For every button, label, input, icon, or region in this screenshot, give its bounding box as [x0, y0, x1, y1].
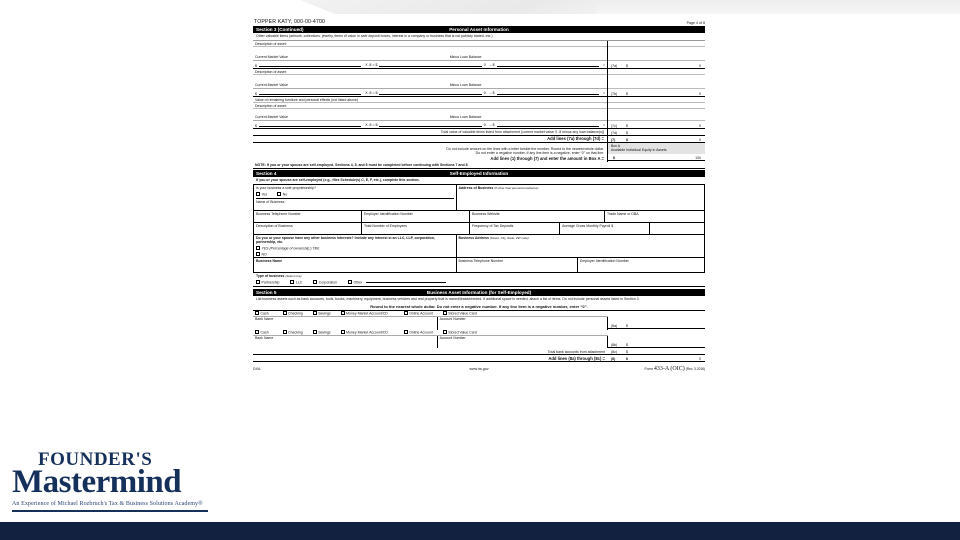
- label-yes-title: ) Title:: [310, 246, 321, 251]
- asset2-product-input[interactable]: [379, 94, 481, 95]
- section4-title: Self-Employed Information: [449, 170, 509, 176]
- label-cash-1: Cash: [260, 311, 269, 316]
- bank-name-label-1: Bank Name: [255, 317, 274, 322]
- business-name-label: Business Name: [256, 259, 283, 264]
- section3-amount-column: [608, 41, 705, 162]
- checkbox-mmcd-2[interactable]: [341, 330, 345, 334]
- asset3-product-value: 0: [483, 123, 486, 128]
- asset3-equals: =: [602, 123, 605, 128]
- section4-intro: If you or your spouse are self-employed (e.g., files Schedule(s) C, E, F, etc.), complete this section.: [253, 177, 705, 185]
- label-yes: Yes: [261, 192, 268, 197]
- total-bank-attachment-row: [253, 348, 608, 355]
- logo-tagline: An Experience of Michael Rozbruch's Tax & Business Solutions Academy®: [12, 501, 203, 507]
- instruction-line-1: Do not include amount on the lines with a letter beside the number. Round to the nearest whole dollar.: [446, 146, 604, 151]
- business-phone2-label: Business Telephone Number: [458, 259, 504, 264]
- founders-mastermind-logo: [12, 450, 208, 512]
- asset3-cmv-dollar: $: [255, 123, 257, 128]
- website-label: Business Website: [472, 212, 500, 217]
- line-7-total-row[interactable]: [608, 136, 705, 143]
- asset3-cmv-label: Current Market Value: [255, 115, 289, 120]
- line-7-dollar: $: [626, 137, 628, 142]
- line-8c-dollar: $: [626, 349, 628, 354]
- acct2-types[interactable]: [253, 330, 608, 335]
- section3-header-bar: [253, 26, 705, 33]
- address-of-business-hint: (if other than personal residence): [494, 185, 539, 190]
- description-of-business-cell[interactable]: [254, 223, 362, 234]
- section4-number: Section 4: [256, 170, 277, 176]
- business-phone-label: Business Telephone Number: [256, 212, 301, 217]
- instruction-line-2: Do not enter a negative number. If any line item is a negative, enter “0” on that line.: [475, 151, 604, 156]
- footer-form-number: 433-A (OIC): [653, 366, 685, 373]
- asset3-mlb-label: Minus Loan Balance: [449, 115, 482, 120]
- line-7-tag: (7): [611, 137, 616, 142]
- line-7b-dollar: $: [626, 91, 628, 96]
- box-a-label: Box A: [611, 143, 621, 148]
- line-8c-tag: (8c): [611, 349, 618, 354]
- sole-prop-question: Is your business a sole proprietorship?: [256, 185, 316, 190]
- business-detail-row: [254, 223, 704, 235]
- business-phone-cell[interactable]: [254, 211, 362, 222]
- section3-number: Section 3 (Continued): [256, 27, 304, 32]
- checkbox-savings-2[interactable]: [313, 330, 317, 334]
- footer-form-rev: (Rev. 3-2018): [685, 367, 705, 372]
- line-8b-tag: (8b): [611, 342, 618, 347]
- label-svc-2: Stored Value Card: [448, 330, 477, 335]
- section5-amount-column-1: [608, 311, 705, 330]
- other-interests-no[interactable]: [256, 252, 454, 257]
- footer-form-info: [556, 366, 705, 372]
- section5-bank-block-2: [253, 330, 705, 363]
- sole-prop-row: [254, 185, 704, 212]
- checkbox-other-interests-yes[interactable]: [256, 246, 260, 250]
- section5-round-note: Round to the nearest whole dollar. Do not enter a negative number. If any line item is a negative number, enter “0”.: [253, 303, 705, 311]
- business-address-hint: (Street, City, State, ZIP code): [489, 236, 529, 241]
- asset1-mlb-label: Minus Loan Balance: [449, 55, 482, 60]
- trade-name-cell[interactable]: [605, 211, 704, 222]
- address-of-business-label: Address of Business: [458, 185, 494, 190]
- avg-payroll-cell[interactable]: [560, 223, 650, 234]
- logo-underline-rule: [12, 510, 208, 512]
- section5-bank-block: [253, 311, 705, 330]
- checkbox-llc[interactable]: [290, 280, 294, 284]
- footer-catalog: DXA: [253, 367, 261, 372]
- box-a-dollar: $: [613, 155, 615, 160]
- box-a-container: [608, 143, 705, 154]
- furniture-note: Value of remaining furniture and personal effects (not listed above): [253, 97, 607, 103]
- other-interests-cell: [254, 235, 457, 257]
- label-checking-2: Checking: [288, 330, 303, 335]
- label-no: No: [282, 192, 288, 197]
- other-interests-row: [254, 235, 704, 258]
- business-name-cell[interactable]: [254, 258, 457, 272]
- add-lines-8-label: Add lines (8a) through (8c) =: [548, 355, 605, 361]
- document-footer: [253, 366, 705, 372]
- total-employees-cell[interactable]: [362, 223, 470, 234]
- frequency-tax-deposits-label: Frequency of Tax Deposits: [472, 224, 514, 229]
- asset2-minus: – $: [489, 91, 495, 96]
- asset1-entry-row[interactable]: [253, 61, 607, 69]
- section3-asset-block: [253, 41, 705, 162]
- section3-intro: Other valuable items (artwork, collections, jewelry, items of value in safe deposit boxes, interest in a company or business that is not publicly traded, etc.): [253, 33, 705, 41]
- asset1-product-input[interactable]: [379, 66, 481, 67]
- section5-amount-column-2: [608, 330, 705, 363]
- asset1-minus: – $: [489, 63, 495, 68]
- asset3-product-input[interactable]: [379, 126, 481, 127]
- label-savings-1: Savings: [318, 311, 331, 316]
- label-savings-2: Savings: [318, 330, 331, 335]
- frequency-tax-deposits-cell[interactable]: [470, 223, 560, 234]
- checkbox-yes[interactable]: [256, 192, 260, 196]
- line-7c-dollar: $: [626, 123, 628, 128]
- business-name-row: [254, 258, 704, 273]
- detail-row-spacer: [650, 223, 704, 234]
- line-7c-value: 0: [699, 123, 701, 128]
- line-8a-dollar: $: [626, 324, 628, 329]
- line-8c-row[interactable]: [608, 348, 705, 355]
- bank-name-label-2: Bank Name: [255, 335, 274, 340]
- line-7b-value: 0: [699, 91, 701, 96]
- ein2-label: Employer Identification Number: [580, 259, 629, 264]
- line-8-total-row[interactable]: [608, 355, 705, 362]
- asset3-entry-row[interactable]: [253, 121, 607, 129]
- box-a-amount-row[interactable]: [608, 154, 705, 161]
- checkbox-corporation[interactable]: [313, 280, 317, 284]
- line-8-value: 0: [699, 356, 701, 361]
- total-bank-attachment-label: Total bank accounts from attachment: [547, 349, 605, 354]
- line-7a-value: 0: [699, 63, 701, 68]
- asset3-loan-input[interactable]: [497, 126, 599, 127]
- asset3-multiplier: X .8 = $: [365, 123, 378, 128]
- add-lines-8-row: [253, 355, 608, 362]
- label-mmcd-2: Money Market Account/CD: [346, 330, 388, 335]
- label-corporation: Corporation: [318, 280, 338, 285]
- label-checking-1: Checking: [288, 311, 303, 316]
- document-header: [248, 14, 710, 26]
- asset1-description-label: Description of asset:: [253, 41, 607, 47]
- checkbox-partnership[interactable]: [256, 280, 260, 284]
- name-of-business-label: Name of Business: [256, 198, 454, 204]
- asset2-cmv-label: Current Market Value: [255, 83, 289, 88]
- address-of-business-cell[interactable]: [457, 185, 705, 211]
- account-number-label-2: Account Number: [439, 335, 466, 340]
- asset2-loan-input[interactable]: [497, 94, 599, 95]
- asset3-description-label: Description of asset:: [253, 103, 607, 109]
- type-of-business-options[interactable]: [253, 279, 705, 287]
- business-contact-row: [254, 211, 704, 223]
- total-attachment-label: Total value of valuable items listed from attachment [current market value X .8 minus any loan balance(s)]: [440, 130, 604, 135]
- total-employees-label: Total Number of Employees: [364, 224, 407, 229]
- label-cash-2: Cash: [260, 330, 269, 335]
- section3-title: Personal Asset Information: [449, 27, 509, 32]
- label-online-2: Online Account: [409, 330, 433, 335]
- other-type-input[interactable]: [366, 282, 446, 283]
- footer-url[interactable]: www.irs.gov: [469, 367, 489, 372]
- line-7b-tag: (7b): [611, 91, 618, 96]
- line-7a-tag: (7a): [611, 63, 618, 68]
- section5-intro: List business assets such as bank accounts, tools, books, machinery, equipment, business vehicles and real property that is owned/leased/rented. If additional space is needed, attach a list of items. Do not include personal assets listed in Section 3.: [256, 296, 640, 301]
- name-of-business-input[interactable]: [256, 204, 454, 209]
- checkbox-online-2[interactable]: [404, 330, 408, 334]
- line-8-tag: (8): [611, 356, 616, 361]
- other-interests-question: Do you or your spouse have any other business interests? Include any interest in an LLC, LLP, corporation, partnership, etc.: [256, 236, 435, 245]
- line-7d-tag: (7d): [611, 130, 618, 135]
- asset1-cmv-input[interactable]: [259, 66, 361, 67]
- sole-prop-cell: [254, 185, 457, 211]
- line-7b-row[interactable]: [608, 89, 705, 97]
- line-7c-tag: (7c): [611, 123, 618, 128]
- logo-founders-text: FOUNDER'S: [38, 449, 153, 470]
- asset2-cmv-dollar: $: [255, 91, 257, 96]
- label-svc-1: Stored Value Card: [448, 311, 477, 316]
- asset1-cmv-dollar: $: [255, 63, 257, 68]
- line-8-dollar: $: [626, 356, 628, 361]
- bank-name-input-1[interactable]: [253, 322, 437, 330]
- taxpayer-name-ssn: TOPPER KATY, 000-00-4700: [254, 19, 326, 25]
- ein-cell[interactable]: [362, 211, 470, 222]
- section5-number: Section 5: [256, 289, 277, 295]
- line-7d-row[interactable]: [608, 129, 705, 136]
- line-7d-dollar: $: [626, 130, 628, 135]
- instruction-line-3: Add lines (1) through (7) and enter the amount in Box A =: [490, 156, 604, 162]
- account-number-label-1: Account Number: [439, 317, 466, 322]
- checkbox-savings-1[interactable]: [313, 311, 317, 315]
- line-7c-row[interactable]: [608, 121, 705, 129]
- business-address-cell[interactable]: [457, 235, 705, 257]
- asset1-value-labels: [253, 53, 607, 61]
- type-of-business-hint: (Select one): [285, 274, 302, 279]
- asset2-description-label: Description of asset:: [253, 69, 607, 75]
- website-cell[interactable]: [470, 211, 605, 222]
- bank-name-input-2[interactable]: [253, 340, 437, 348]
- asset1-multiplier: X .8 = $: [365, 63, 378, 68]
- type-of-business-label: Type of business: [256, 274, 285, 279]
- add-lines-7-row: [253, 136, 607, 143]
- section5-title: Business Asset Information (for Self-Employed): [426, 289, 532, 295]
- asset1-cmv-label: Current Market Value: [255, 55, 289, 60]
- asset1-loan-input[interactable]: [497, 66, 599, 67]
- trade-name-label: Trade Name or DBA: [607, 212, 639, 217]
- decorative-top-band: [596, 0, 960, 14]
- asset2-entry-row[interactable]: [253, 89, 607, 97]
- section5-header-bar: [253, 289, 705, 296]
- line-7a-dollar: $: [626, 63, 628, 68]
- asset3-cmv-input[interactable]: [259, 126, 361, 127]
- section4-top-grid: [253, 185, 705, 274]
- checkbox-other-interests-no[interactable]: [256, 252, 260, 256]
- label-other: Other: [353, 280, 363, 285]
- line-8a-tag: (8a): [611, 324, 618, 329]
- line-8a-row[interactable]: [608, 323, 705, 329]
- checkbox-online-1[interactable]: [404, 311, 408, 315]
- description-of-business-label: Description of Business: [256, 224, 293, 229]
- checkbox-checking-2[interactable]: [283, 330, 287, 334]
- asset3-value-labels: [253, 113, 607, 121]
- irs-form-433a-oic-page: [248, 14, 710, 503]
- label-yes-percentage: YES (Percentage of ownership:: [261, 246, 311, 251]
- asset2-cmv-input[interactable]: [259, 94, 361, 95]
- line-7-value: 0: [699, 137, 701, 142]
- line-8b-dollar: $: [626, 342, 628, 347]
- avg-payroll-label: Average Gross Monthly Payroll $: [562, 224, 614, 229]
- section3-note: NOTE: If you or your spouse are self-employed, Sections 4, 5, and 6 must be completed before continuing with Sections 7 and 8.: [253, 162, 705, 169]
- ein-label: Employer Identification Number: [364, 212, 413, 217]
- slide-bottom-bar: [0, 522, 960, 540]
- checkbox-cash-1[interactable]: [255, 311, 259, 315]
- checkbox-svc-2[interactable]: [443, 330, 447, 334]
- checkbox-cash-2[interactable]: [255, 330, 259, 334]
- checkbox-checking-1[interactable]: [283, 311, 287, 315]
- asset1-equals: =: [602, 63, 605, 68]
- box-a-value: 100: [695, 155, 701, 160]
- business-phone2-cell[interactable]: [457, 258, 579, 272]
- checkbox-svc-1[interactable]: [443, 311, 447, 315]
- footer-form-prefix: Form: [644, 367, 653, 372]
- label-no-option: NO: [261, 252, 267, 257]
- acct1-types[interactable]: [253, 311, 608, 316]
- page-indicator: Page 4 of 8: [686, 21, 705, 25]
- sole-prop-options[interactable]: [256, 192, 454, 197]
- label-partnership: Partnership: [261, 280, 280, 285]
- asset2-value-labels: [253, 81, 607, 89]
- label-mmcd-1: Money Market Account/CD: [346, 311, 388, 316]
- asset3-minus: – $: [489, 123, 495, 128]
- section4-header-bar: [253, 170, 705, 177]
- asset2-equals: =: [602, 91, 605, 96]
- other-interests-yes[interactable]: [256, 246, 454, 251]
- business-address-label: Business Address: [458, 236, 489, 241]
- label-online-1: Online Account: [409, 311, 433, 316]
- line-7a-row[interactable]: [608, 61, 705, 69]
- asset2-product-value: 0: [483, 91, 486, 96]
- asset2-mlb-label: Minus Loan Balance: [449, 83, 482, 88]
- logo-mastermind-text: Mastermind: [12, 464, 182, 500]
- asset2-multiplier: X .8 = $: [365, 91, 378, 96]
- add-lines-7-label: Add lines (7a) through (7d) =: [547, 136, 604, 142]
- asset1-product-value: 0: [483, 63, 486, 68]
- total-attachment-row: [253, 129, 607, 136]
- label-llc: LLC: [295, 280, 303, 285]
- ein2-cell[interactable]: [578, 258, 704, 272]
- box-a-title: Available Individual Equity in Assets: [611, 148, 667, 153]
- checkbox-other[interactable]: [348, 280, 352, 284]
- checkbox-mmcd-1[interactable]: [341, 311, 345, 315]
- checkbox-no[interactable]: [277, 192, 281, 196]
